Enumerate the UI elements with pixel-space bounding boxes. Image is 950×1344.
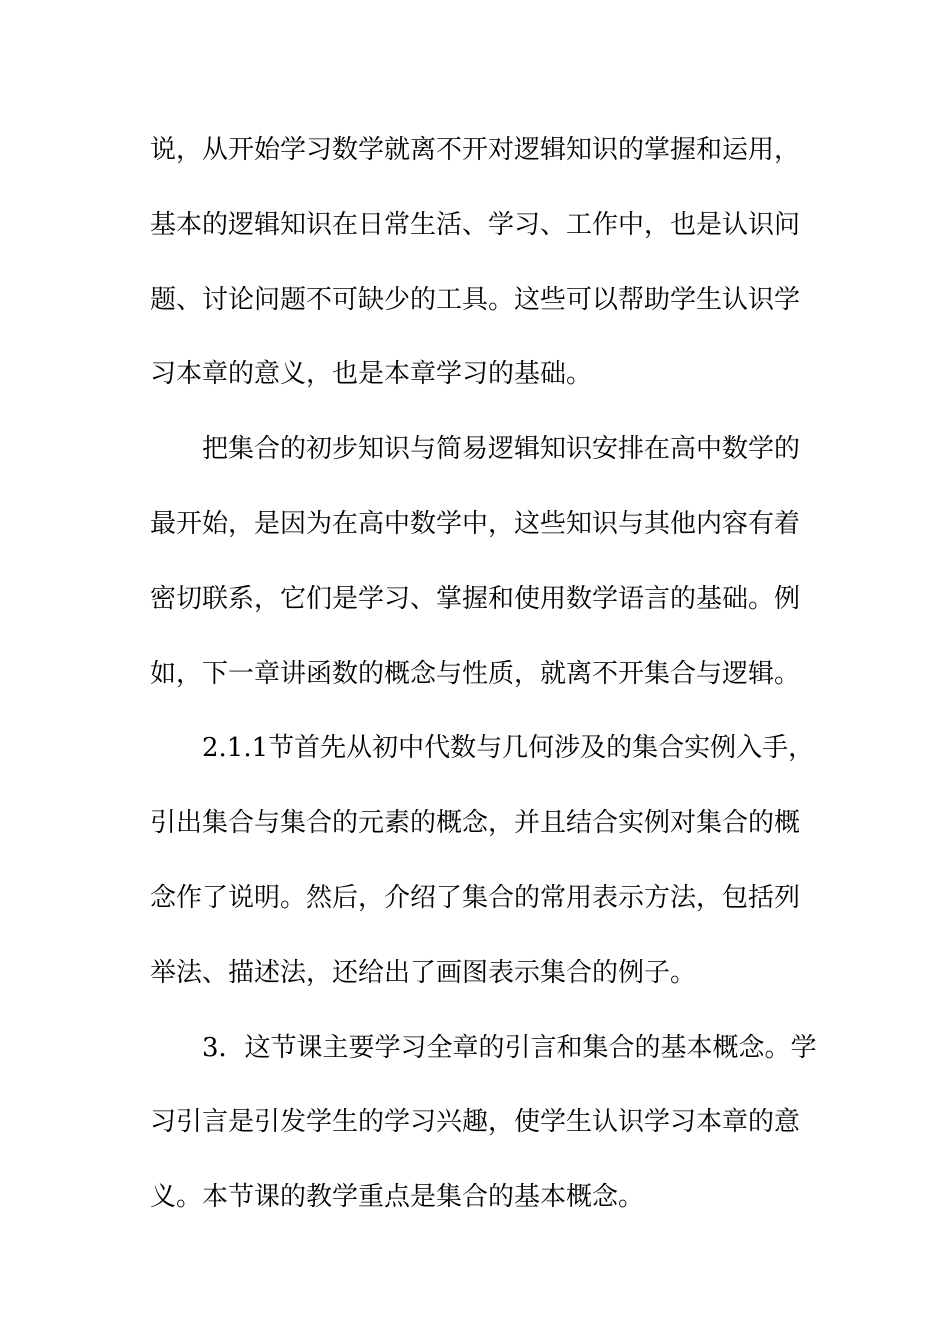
text-line: 基本的逻辑知识在日常生活、学习、工作中，也是认识问	[150, 209, 801, 240]
text-line: 引出集合与集合的元素的概念，并且结合实例对集合的概	[150, 808, 801, 839]
text-line: 习引言是引发学生的学习兴趣，使学生认识学习本章的意	[150, 1107, 801, 1138]
text-line: 举法、描述法，还给出了画图表示集合的例子。	[150, 957, 697, 988]
body-text	[150, 113, 817, 1235]
paragraph-first-line: 3．这节课主要学习全章的引言和集合的基本概念。学	[202, 1032, 817, 1063]
paragraph-first-line: 把集合的初步知识与简易逻辑知识安排在高中数学的	[202, 434, 801, 465]
text-line: 念作了说明。然后，介绍了集合的常用表示方法，包括列	[150, 882, 801, 913]
text-line: 义。本节课的教学重点是集合的基本概念。	[150, 1182, 645, 1213]
text-line: 说，从开始学习数学就离不开对逻辑知识的掌握和运用，	[150, 135, 801, 165]
paragraph-first-line: 2.1.1节首先从初中代数与几何涉及的集合实例入手，	[202, 733, 815, 764]
text-line: 如，下一章讲函数的概念与性质，就离不开集合与逻辑。	[150, 658, 801, 689]
text-line: 密切联系，它们是学习、掌握和使用数学语言的基础。例	[150, 583, 801, 614]
text-line: 题、讨论问题不可缺少的工具。这些可以帮助学生认识学	[150, 284, 801, 315]
text-line: 最开始，是因为在高中数学中，这些知识与其他内容有着	[150, 508, 801, 539]
text-line: 习本章的意义，也是本章学习的基础。	[150, 359, 593, 390]
